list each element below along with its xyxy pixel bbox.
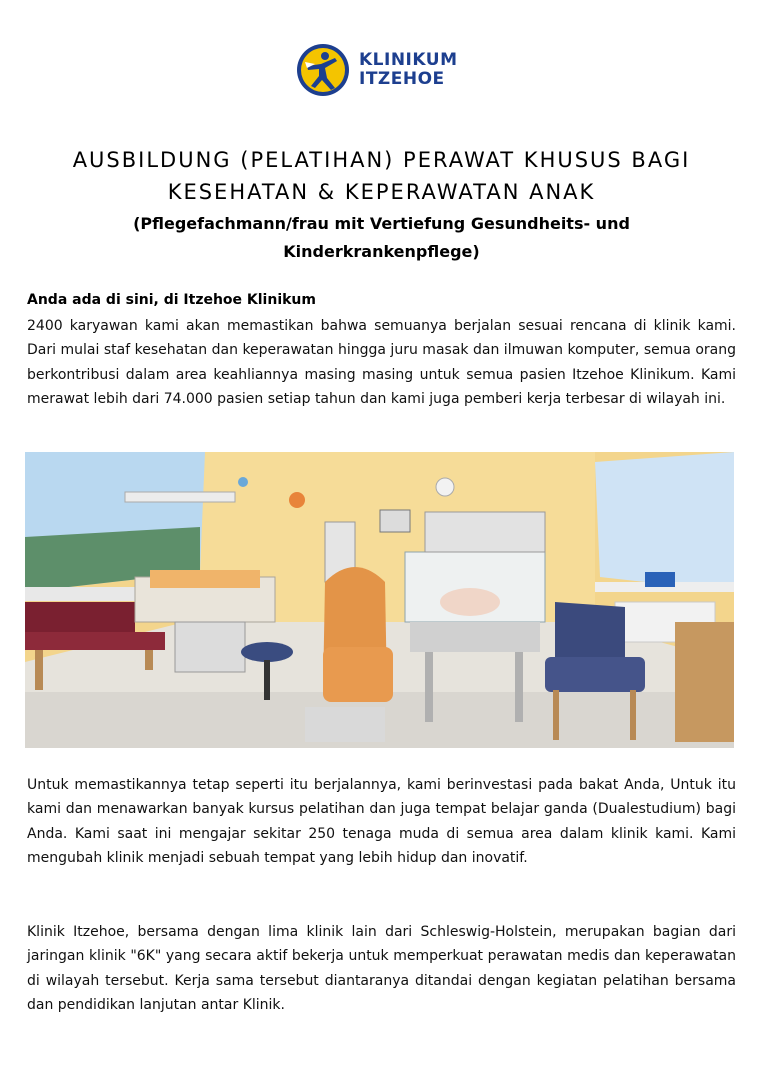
- page-subtitle: [40, 210, 723, 266]
- hospital-logo: [295, 42, 457, 98]
- neonatal-ward-photo: [25, 452, 734, 748]
- logo-line-1: KLINIKUM: [359, 50, 458, 70]
- logo-line-2: ITZEHOE: [359, 69, 445, 89]
- title-line-2: KESEHATAN & KEPERAWATAN ANAK: [167, 180, 596, 204]
- title-line-1: AUSBILDUNG (PELATIHAN) PERAWAT KHUSUS BAGI: [72, 148, 691, 172]
- section-heading: Anda ada di sini, di Itzehoe Klinikum: [27, 292, 316, 308]
- network-paragraph: Klinik Itzehoe, bersama dengan lima klinik lain dari Schleswig-Holstein, merupakan bagian dari jaringan klinik "6K" yang secara aktif bekerja untuk memperkuat perawatan medis dan keperawatan di wilayah tersebut. Kerja sama tersebut diantaranya ditandai dengan kegiatan pelatihan bersama dan pendidikan lanjutan antar Klinik.: [27, 924, 736, 1014]
- ward-illustration: [25, 452, 734, 748]
- intro-paragraph: 2400 karyawan kami akan memastikan bahwa semuanya berjalan sesuai rencana di klinik kami. Dari mulai staf kesehatan dan keperawatan hingga juru masak dan ilmuwan komputer, semua orang berkontribusi dalam area keahliannya masing masing untuk semua pasien Itzehoe Klinikum. Kami merawat lebih dari 74.000 pasien setiap tahun dan kami juga pemberi kerja terbesar di wilayah ini.: [27, 318, 736, 408]
- subtitle-line-2: Kinderkrankenpflege): [283, 242, 480, 261]
- logo-wordmark: [359, 51, 457, 89]
- investment-paragraph: Untuk memastikannya tetap seperti itu berjalannya, kami berinvestasi pada bakat Anda, Untuk itu kami dan menawarkan banyak kursus pelatihan dan juga tempat belajar ganda (Dualestudium) bagi Anda. Kami saat ini mengajar sekitar 250 tenaga muda di semua area dalam klinik kami. Kami mengubah klinik menjadi sebuah tempat yang lebih hidup dan inovatif.: [27, 777, 736, 867]
- subtitle-line-1: (Pflegefachmann/frau mit Vertiefung Gesundheits- und: [133, 214, 630, 233]
- person-star-logo-icon: [295, 42, 351, 98]
- page-title: [0, 144, 763, 208]
